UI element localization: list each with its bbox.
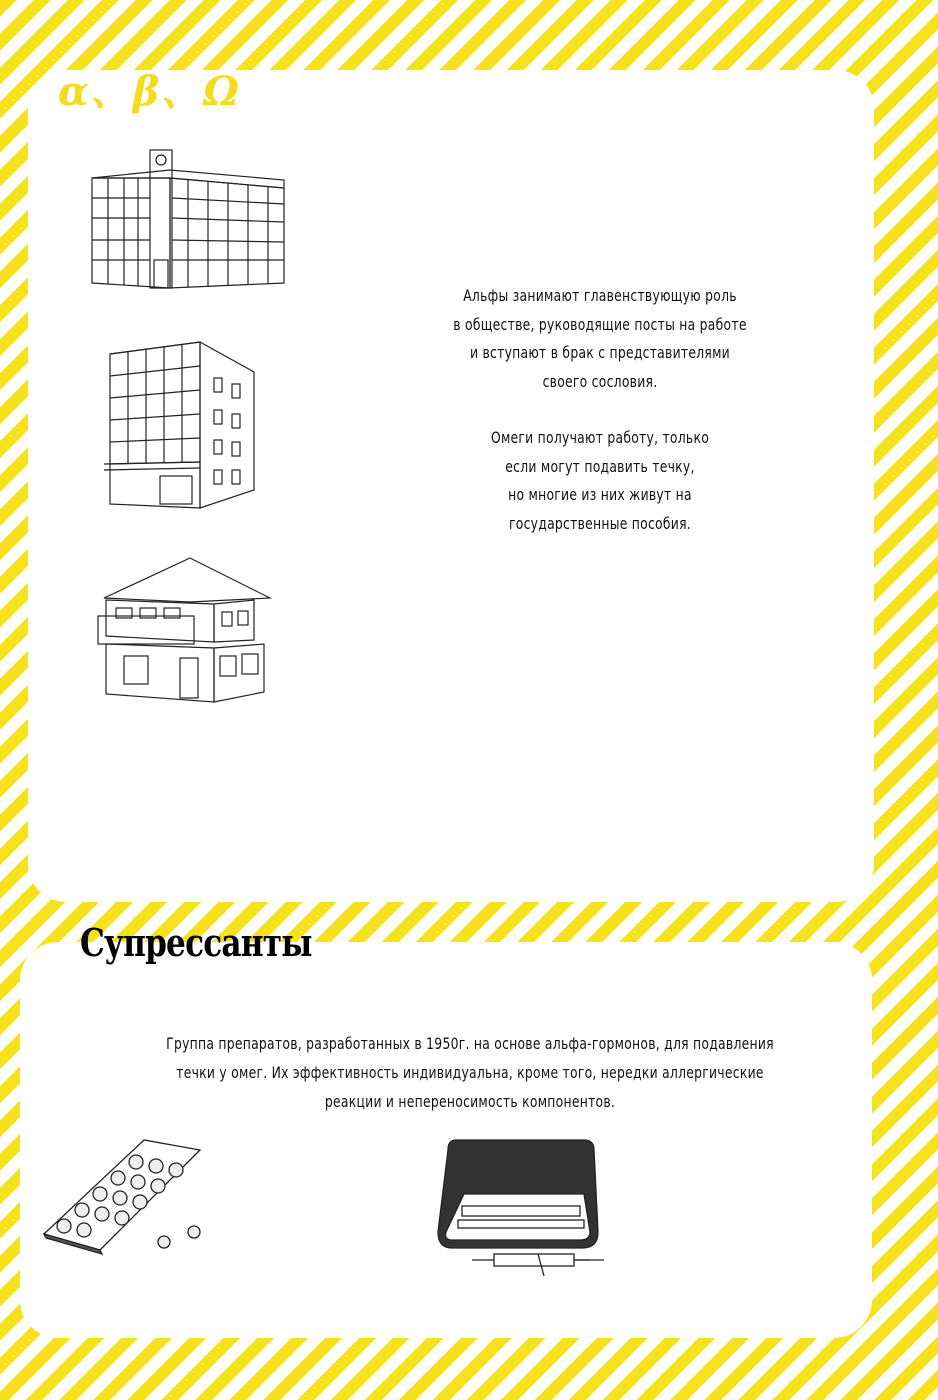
syringe-case-illustration bbox=[434, 1136, 614, 1281]
suppressants-title: Супрессанты bbox=[80, 920, 312, 965]
alpha-line: в обществе, руководящие посты на работе bbox=[453, 314, 747, 334]
omega-line: государственные пособия. bbox=[509, 513, 691, 533]
pill-blister-illustration bbox=[40, 1138, 220, 1258]
highrise-building-illustration bbox=[104, 340, 264, 510]
omega-line: но многие из них живут на bbox=[508, 485, 692, 504]
omega-paragraph bbox=[419, 424, 780, 538]
alpha-line: и вступают в брак с представителями bbox=[470, 343, 730, 362]
suppressants-line: Группа препаратов, разработанных в 1950г. на основе альфа-гормонов, для подавления bbox=[166, 1034, 774, 1053]
suppressants-line: течки у омег. Их эффективность индивидуальна, кроме того, нередки аллергические bbox=[176, 1063, 764, 1082]
alpha-paragraph bbox=[419, 282, 780, 396]
omega-line: Омеги получают работу, только bbox=[490, 428, 710, 447]
alpha-line: своего сословия. bbox=[542, 371, 658, 391]
omega-line: если могут подавить течку, bbox=[505, 456, 695, 476]
suppressants-description bbox=[117, 1029, 822, 1116]
castes-description bbox=[419, 282, 780, 566]
greek-letters-heading: α、β、Ω bbox=[58, 68, 241, 115]
house-illustration bbox=[94, 556, 272, 704]
suppressants-line: реакции и непереносимость компонентов. bbox=[324, 1092, 616, 1111]
office-building-illustration bbox=[88, 148, 288, 293]
alpha-line: Альфы занимают главенствующую роль bbox=[463, 286, 737, 305]
